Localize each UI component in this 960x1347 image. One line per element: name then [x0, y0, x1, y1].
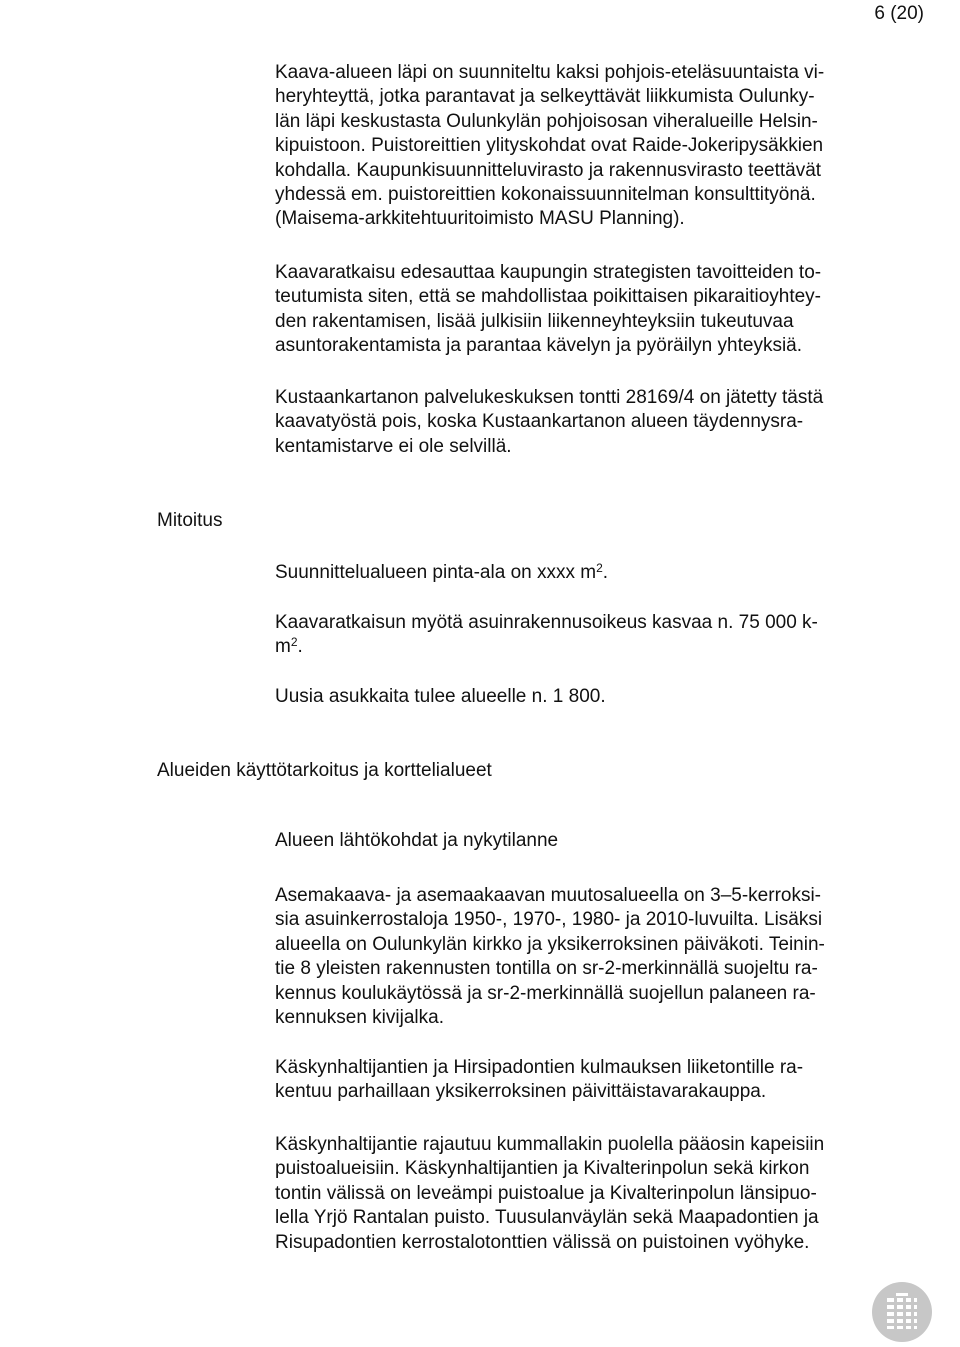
text-line: kentuu parhaillaan yksikerroksinen päivittäistavarakauppa.	[275, 1081, 767, 1103]
text-line: teutumista siten, että se mahdollistaa poikittaisen pikaraitioyhtey-	[275, 286, 821, 308]
text-line: kipuistoon. Puistoreittien ylityskohdat ovat Raide-Jokeripysäkkien	[275, 135, 824, 157]
residents-statement: Uusia asukkaita tulee alueelle n. 1 800.	[275, 686, 606, 707]
floor-area-statement	[275, 611, 818, 660]
text-line: yhdessä em. puistoreittien kokonaissuunnitelman konsulttityönä.	[275, 184, 816, 206]
text-line: kentamistarve ei ole selvillä.	[275, 435, 512, 457]
heading-mitoitus: Mitoitus	[157, 510, 223, 531]
text-line: den rakentamisen, lisää julkisiin liikenneyhteyksiin tukeutuvaa	[275, 310, 794, 332]
floor-end: .	[297, 636, 303, 658]
text-line: kennuksen kivijalka.	[275, 1007, 444, 1029]
text-line: sia asuinkerrostaloja 1950-, 1970-, 1980- ja 2010-luvuilta. Lisäksi	[275, 909, 823, 931]
text-line: kohdalla. Kaupunkisuunnitteluvirasto ja rakennusvirasto teettävät	[275, 159, 822, 181]
heading-land-use: Alueiden käyttötarkoitus ja korttelialueet	[157, 760, 492, 781]
paragraph-parks	[275, 1133, 925, 1255]
text-line: Käskynhaltijantien ja Hirsipadontien kulmauksen liiketontille ra-	[275, 1057, 804, 1078]
floor-superscript: 2	[290, 635, 298, 650]
area-text: Suunnittelualueen pinta-ala on xxxx m	[275, 562, 597, 583]
text-line: (Maisema-arkkitehtuuritoimisto MASU Planning).	[275, 208, 685, 230]
text-line: asuntorakentamista ja parantaa kävelyn ja pyöräilyn yhteyksiä.	[275, 335, 803, 357]
text-line: Kaavaratkaisu edesauttaa kaupungin strategisten tavoitteiden to-	[275, 262, 822, 283]
building-logo-graphic	[872, 1282, 932, 1342]
text-line: Käskynhaltijantie rajautuu kummallakin puolella pääosin kapeisiin	[275, 1134, 825, 1155]
paragraph-service-centre	[275, 386, 925, 459]
paragraph-strategy	[275, 261, 925, 359]
floor-unit: m	[275, 636, 291, 658]
text-line: puistoalueisiin. Käskynhaltijantien ja Kivalterinpolun sekä kirkon	[275, 1158, 810, 1180]
text-line: kennus koulukäytössä ja sr-2-merkinnällä suojellun palaneen ra-	[275, 982, 816, 1004]
subheading-starting-points: Alueen lähtökohdat ja nykytilanne	[275, 830, 559, 851]
building-logo-icon	[872, 1282, 932, 1342]
text-line: Asemakaava- ja asemaakaavan muutosalueella on 3‒5-kerroksi-	[275, 885, 822, 906]
text-line: alueella on Oulunkylän kirkko ja yksikerroksinen päiväkoti. Teinin-	[275, 933, 825, 955]
text-line: Kustaankartanon palvelukeskuksen tontti 28169/4 on jätetty tästä	[275, 387, 824, 408]
text-line: heryhteyttä, jotka parantavat ja selkeyttävät liikkumista Oulunky-	[275, 86, 815, 108]
text-line: kaavatyöstä pois, koska Kustaankartanon alueen täydennysra-	[275, 411, 804, 433]
text-line: län läpi keskustasta Oulunkylän pohjoisosan viheralueille Helsin-	[275, 110, 818, 132]
text-line: Kaava-alueen läpi on suunniteltu kaksi pohjois-eteläsuuntaista vi-	[275, 62, 825, 83]
paragraph-existing-buildings	[275, 884, 925, 1030]
floor-line-2	[275, 635, 818, 659]
text-line: Risupadontien kerrostalotonttien välissä on puistoinen vyöhyke.	[275, 1231, 810, 1253]
area-statement	[275, 561, 608, 585]
page-number: 6 (20)	[874, 3, 924, 24]
paragraph-grocery	[275, 1056, 925, 1105]
paragraph-green-connections	[275, 61, 925, 232]
text-line: lella Yrjö Rantalan puisto. Tuusulanväylän sekä Maapadontien ja	[275, 1207, 819, 1229]
area-superscript: 2	[596, 561, 603, 575]
floor-line-1: Kaavaratkaisun myötä asuinrakennusoikeus kasvaa n. 75 000 k-	[275, 612, 818, 633]
text-line: tie 8 yleisten rakennusten tontilla on sr-2-merkinnällä suojeltu ra-	[275, 958, 818, 980]
area-end: .	[602, 562, 609, 583]
text-line: tontin välissä on leveämpi puistoalue ja Kivalterinpolun länsipuo-	[275, 1182, 817, 1204]
